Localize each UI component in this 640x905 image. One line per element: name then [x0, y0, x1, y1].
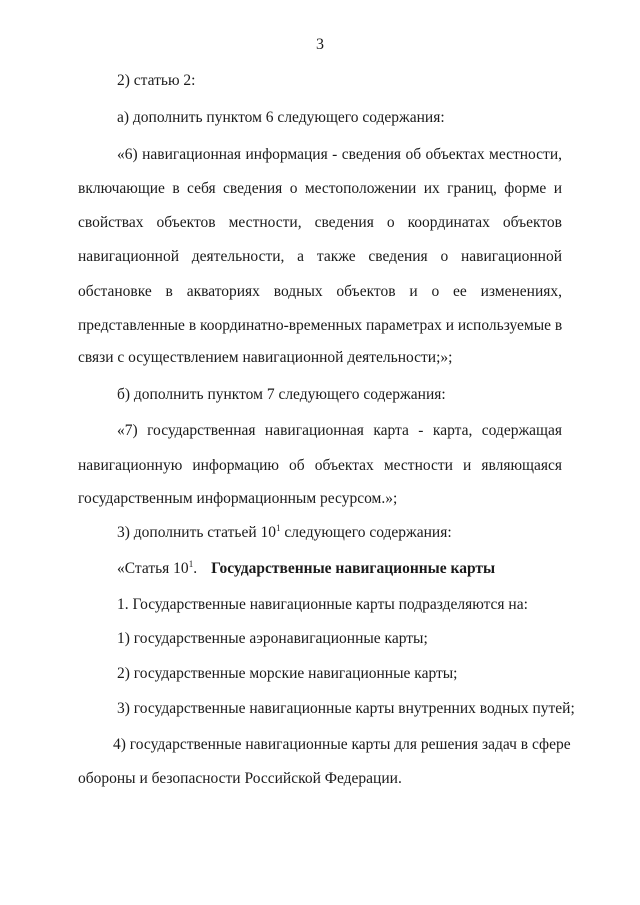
paragraph-line: навигационную информацию об объектах местности и являющаяся [78, 457, 562, 474]
paragraph-line: включающие в себя сведения о местоположении их границ, форме и [78, 180, 562, 197]
page-number: 3 [316, 36, 324, 53]
paragraph-line: свойствах объектов местности, сведения о координатах объектов [78, 214, 562, 231]
paragraph-line: 2) статью 2: [117, 72, 196, 89]
list-item: 4) государственные навигационные карты для решения задач в сфере [113, 736, 571, 753]
paragraph-line: «6) навигационная информация - сведения об объектах местности, [117, 146, 562, 163]
paragraph-line [117, 522, 562, 544]
paragraph-line: представленные в координатно-временных параметрах и используемые в [78, 317, 563, 334]
article-number: «Статья 10 [117, 560, 189, 577]
line-text: 3) дополнить статьей 10 [117, 524, 277, 541]
paragraph-line: «7) государственная навигационная карта - карта, содержащая [117, 422, 562, 439]
paragraph-line: б) дополнить пунктом 7 следующего содержания: [117, 386, 446, 403]
paragraph-line: а) дополнить пунктом 6 следующего содержания: [117, 109, 445, 126]
line-text: следующего содержания: [280, 524, 452, 541]
paragraph-line: обороны и безопасности Российской Федерации. [78, 770, 402, 787]
paragraph-line: государственным информационным ресурсом.»; [78, 490, 398, 507]
article-number-dot: . [193, 560, 198, 577]
article-title: Государственные навигационные карты [211, 560, 496, 577]
article-heading [117, 558, 562, 580]
list-item: 1) государственные аэронавигационные карты; [117, 630, 428, 647]
paragraph-line: 1. Государственные навигационные карты подразделяются на: [117, 596, 528, 613]
paragraph-line: обстановке в акваториях водных объектов и о ее изменениях, [78, 283, 562, 300]
paragraph-line: связи с осуществлением навигационной деятельности;»; [78, 349, 453, 366]
superscript: 1 [276, 522, 281, 533]
paragraph-line: навигационной деятельности, а также сведения о навигационной [78, 248, 562, 265]
list-item: 2) государственные морские навигационные карты; [117, 665, 458, 682]
superscript: 1 [188, 558, 194, 569]
list-item: 3) государственные навигационные карты внутренних водных путей; [117, 700, 575, 717]
